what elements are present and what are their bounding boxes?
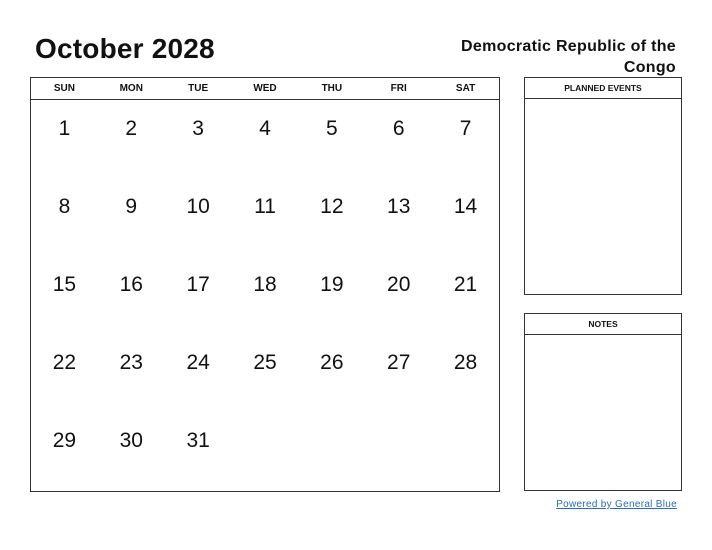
- day-cell: 4: [259, 117, 271, 140]
- day-cell: 26: [320, 351, 344, 374]
- day-cell: 12: [320, 195, 344, 218]
- day-cell: 31: [186, 429, 210, 452]
- day-cell-empty: [365, 412, 432, 490]
- weekday-header-row: [31, 78, 499, 100]
- weekday-thu: THU: [321, 83, 343, 94]
- weekday-sat: SAT: [455, 83, 476, 94]
- day-cell: 14: [453, 195, 478, 218]
- day-cell: 9: [125, 195, 138, 218]
- day-cell: 6: [392, 117, 405, 140]
- weekday-sun: SUN: [53, 83, 75, 94]
- day-cell: 25: [253, 351, 277, 374]
- day-cell: 2: [125, 117, 138, 140]
- calendar-days-grid: [31, 100, 499, 490]
- day-cell: 7: [459, 117, 472, 140]
- planned-events-panel: [524, 77, 682, 295]
- notes-panel: [524, 313, 682, 491]
- day-cell: 3: [192, 117, 204, 140]
- day-cell: 15: [52, 273, 77, 296]
- weekday-fri: FRI: [390, 83, 407, 94]
- day-cell: 22: [52, 351, 77, 374]
- weekday-mon: MON: [119, 83, 143, 94]
- powered-by-link[interactable]: Powered by General Blue: [556, 499, 677, 510]
- month-calendar: [30, 77, 500, 492]
- day-cell: 19: [320, 273, 344, 296]
- day-cell: 17: [186, 273, 210, 296]
- day-cell-empty: [232, 412, 299, 490]
- day-cell: 10: [186, 195, 210, 218]
- day-cell: 30: [119, 429, 143, 452]
- day-cell-empty: [298, 412, 365, 490]
- weekday-tue: TUE: [188, 83, 209, 94]
- day-cell: 5: [326, 117, 338, 140]
- day-cell-empty: [432, 412, 499, 490]
- day-cell: 1: [58, 117, 71, 140]
- day-cell: 23: [119, 351, 143, 374]
- day-cell: 24: [186, 351, 210, 374]
- day-cell: 18: [253, 273, 277, 296]
- day-cell: 27: [387, 351, 411, 374]
- planned-events-header: PLANNED EVENTS: [525, 78, 681, 99]
- day-cell: 11: [254, 195, 276, 218]
- weekday-wed: WED: [253, 83, 277, 94]
- day-cell: 13: [387, 195, 411, 218]
- day-cell: 20: [387, 273, 411, 296]
- day-cell: 21: [453, 273, 478, 296]
- day-cell: 29: [52, 429, 77, 452]
- day-cell: 28: [453, 351, 478, 374]
- country-name: Democratic Republic of the Congo: [461, 38, 676, 76]
- day-cell: 8: [58, 195, 71, 218]
- day-cell: 16: [119, 273, 143, 296]
- notes-header: NOTES: [525, 314, 681, 335]
- page-title: October 2028: [35, 33, 215, 64]
